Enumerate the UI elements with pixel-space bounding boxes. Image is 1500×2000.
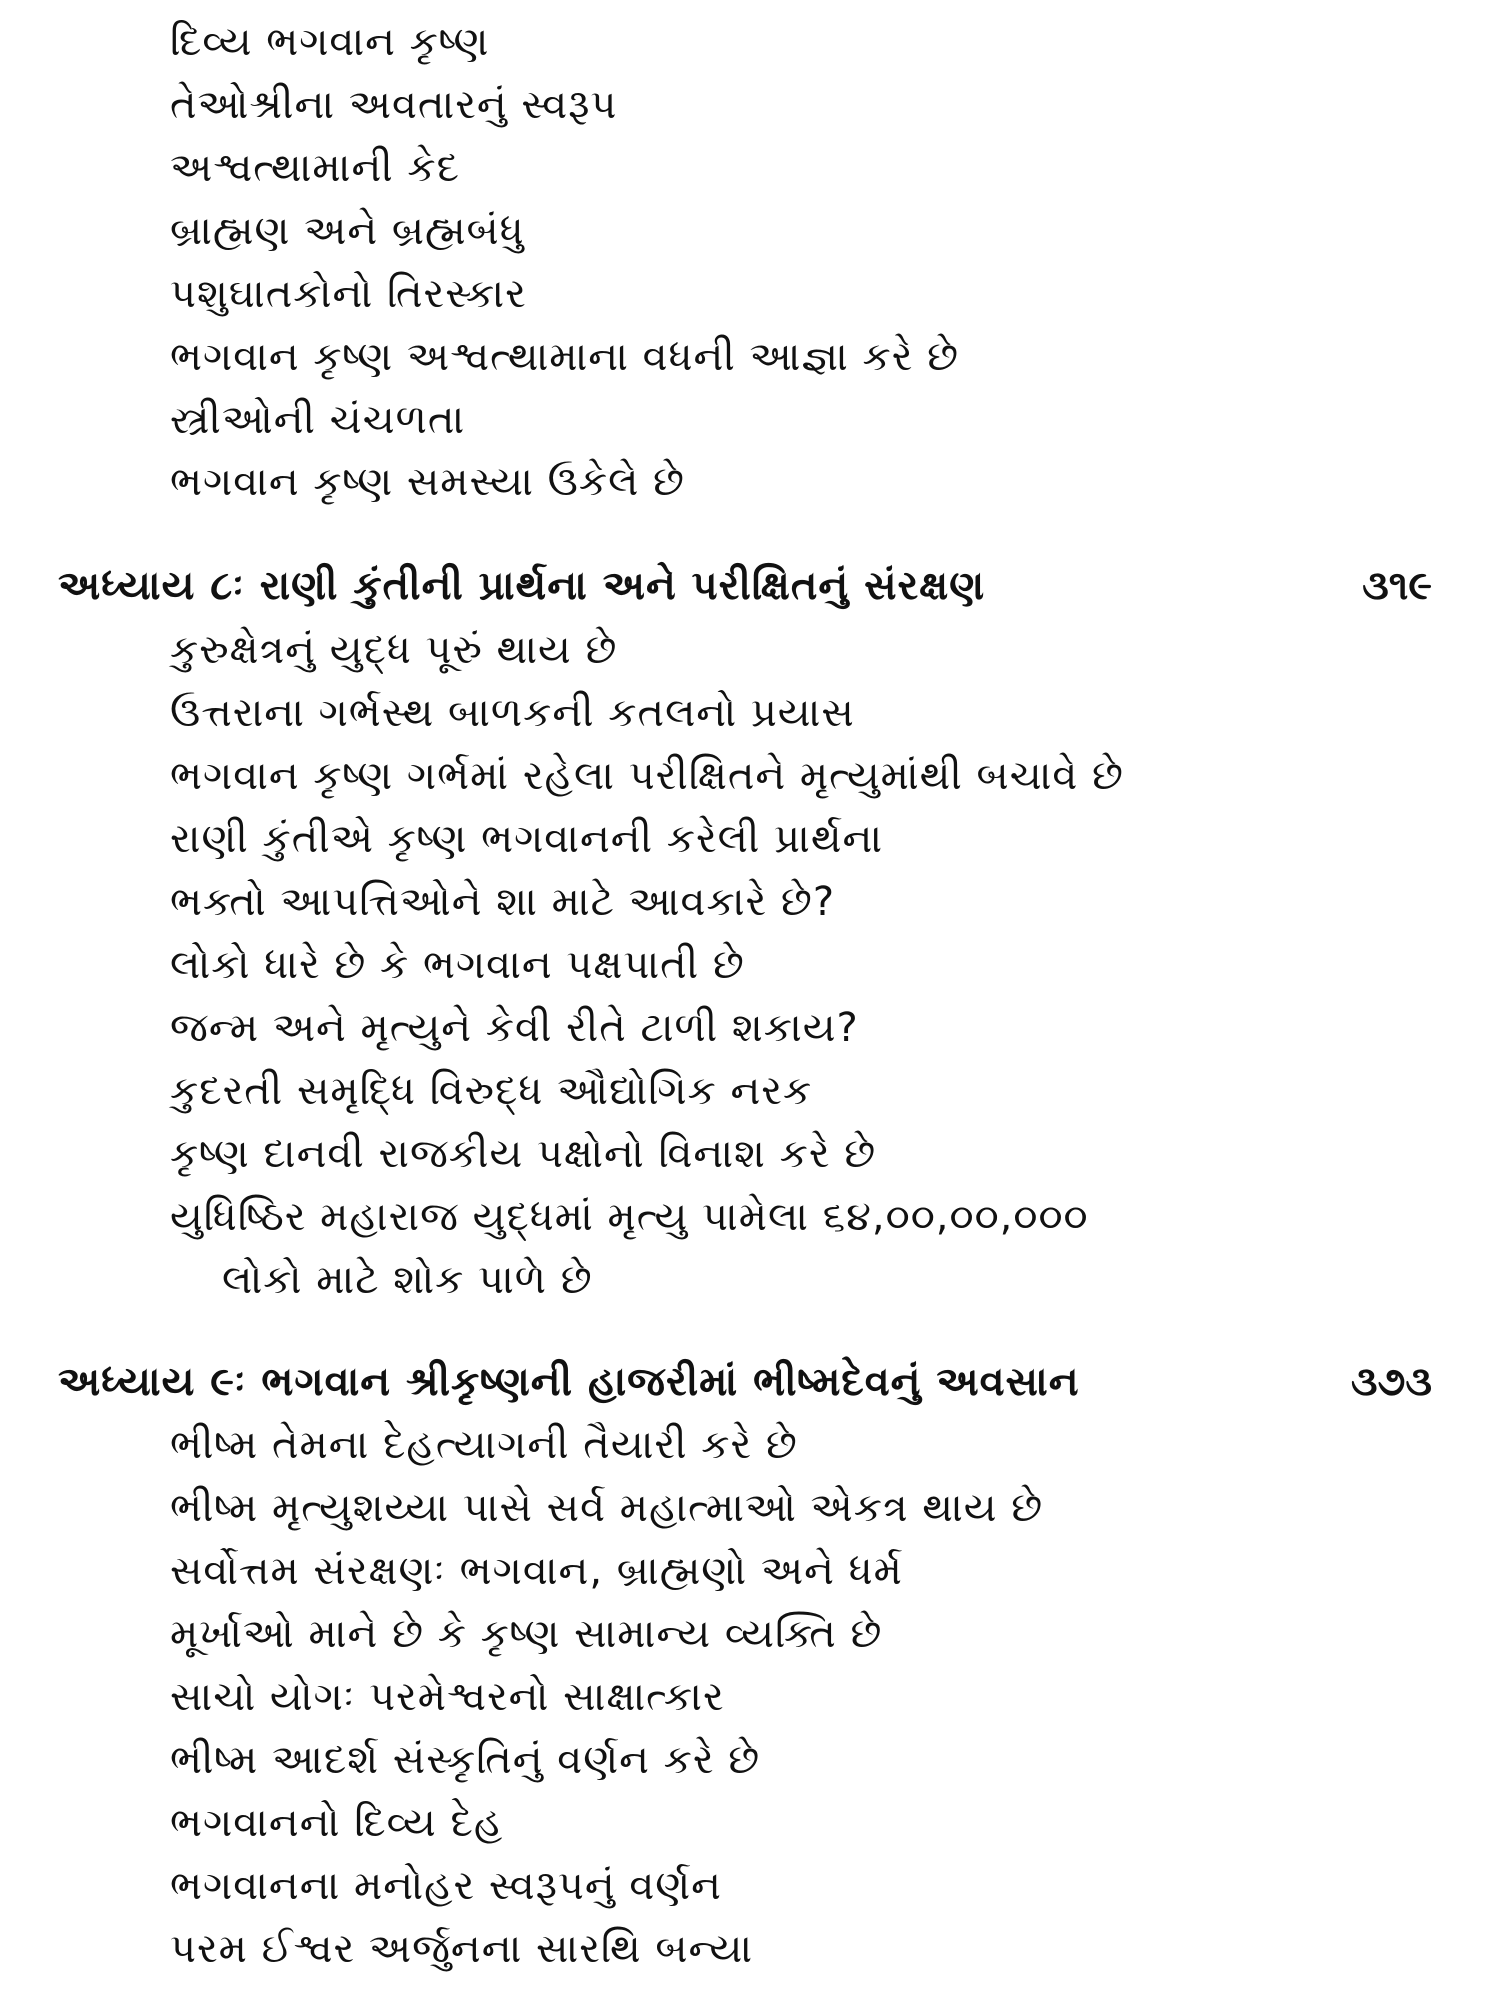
toc-item: દિવ્ય ભગવાન કૃષ્ણ (170, 19, 490, 65)
toc-item: ભગવાન કૃષ્ણ સમસ્યા ઉકેલે છે (170, 459, 685, 505)
toc-item: ભીષ્મ આદર્શ સંસ્કૃતિનું વર્ણન કરે છે (170, 1737, 761, 1783)
chapter-heading: અધ્યાય ૯ઃ ભગવાન શ્રીકૃષ્ણની હાજરીમાં ભીષ્મદેવનું અવસાન (58, 1359, 1080, 1405)
toc-item-continuation: લોકો માટે શોક પાળે છે (222, 1257, 593, 1303)
chapter-page-number: ૩૧૯ (1362, 563, 1432, 609)
toc-item: જન્મ અને મૃત્યુને કેવી રીતે ટાળી શકાય? (170, 1005, 859, 1051)
toc-item: ભગવાન કૃષ્ણ ગર્ભમાં રહેલા પરીક્ષિતને મૃત્યુમાંથી બચાવે છે (170, 753, 1124, 799)
toc-item: તેઓશ્રીના અવતારનું સ્વરૂપ (170, 82, 618, 128)
toc-item: સર્વોત્તમ સંરક્ષણઃ ભગવાન, બ્રાહ્મણો અને ધર્મ (170, 1548, 903, 1594)
toc-item: ઉત્તરાના ગર્ભસ્થ બાળકની કતલનો પ્રયાસ (170, 690, 855, 736)
toc-item: ભીષ્મ તેમના દેહત્યાગની તૈયારી કરે છે (170, 1422, 798, 1468)
toc-item: પરમ ઈશ્વર અર્જુનના સારથિ બન્યા (170, 1926, 754, 1972)
toc-item: ભગવાનના મનોહર સ્વરૂપનું વર્ણન (170, 1863, 722, 1909)
toc-item: રાણી કુંતીએ કૃષ્ણ ભગવાનની કરેલી પ્રાર્થના (170, 816, 884, 862)
toc-item: કુરુક્ષેત્રનું યુદ્ધ પૂરું થાય છે (170, 627, 618, 673)
toc-item: ભગવાન કૃષ્ણ અશ્વત્થામાના વધની આજ્ઞા કરે છે (170, 334, 960, 380)
toc-item: મૂર્ખાઓ માને છે કે કૃષ્ણ સામાન્ય વ્યક્તિ છે (170, 1611, 883, 1657)
chapter-heading: અધ્યાય ૮ઃ રાણી કુંતીની પ્રાર્થના અને પરીક્ષિતનું સંરક્ષણ (58, 563, 986, 609)
toc-item: સ્ત્રીઓની ચંચળતા (170, 397, 466, 443)
toc-item: બ્રાહ્મણ અને બ્રહ્મબંધુ (170, 208, 525, 254)
toc-item: ભગવાનનો દિવ્ય દેહ (170, 1800, 504, 1846)
toc-item: અશ્વત્થામાની કેદ (170, 145, 460, 191)
toc-item: યુધિષ્ઠિર મહારાજ યુદ્ધમાં મૃત્યુ પામેલા ૬૪,૦૦,૦૦,૦૦૦ (170, 1194, 1089, 1240)
toc-item: સાચો યોગઃ પરમેશ્વરનો સાક્ષાત્કાર (170, 1674, 725, 1720)
toc-item: કુદરતી સમૃદ્ધિ વિરુદ્ધ ઔદ્યોગિક નરક (170, 1068, 813, 1114)
chapter-page-number: ૩૭૩ (1350, 1359, 1432, 1405)
toc-item: ભીષ્મ મૃત્યુશય્યા પાસે સર્વ મહાત્માઓ એકત્ર થાય છે (170, 1485, 1044, 1531)
toc-item: લોકો ધારે છે કે ભગવાન પક્ષપાતી છે (170, 942, 745, 988)
toc-item: પશુઘાતકોનો તિરસ્કાર (170, 271, 527, 317)
toc-item: કૃષ્ણ દાનવી રાજકીય પક્ષોનો વિનાશ કરે છે (170, 1131, 877, 1177)
toc-item: ભક્તો આપત્તિઓને શા માટે આવકારે છે? (170, 879, 836, 925)
